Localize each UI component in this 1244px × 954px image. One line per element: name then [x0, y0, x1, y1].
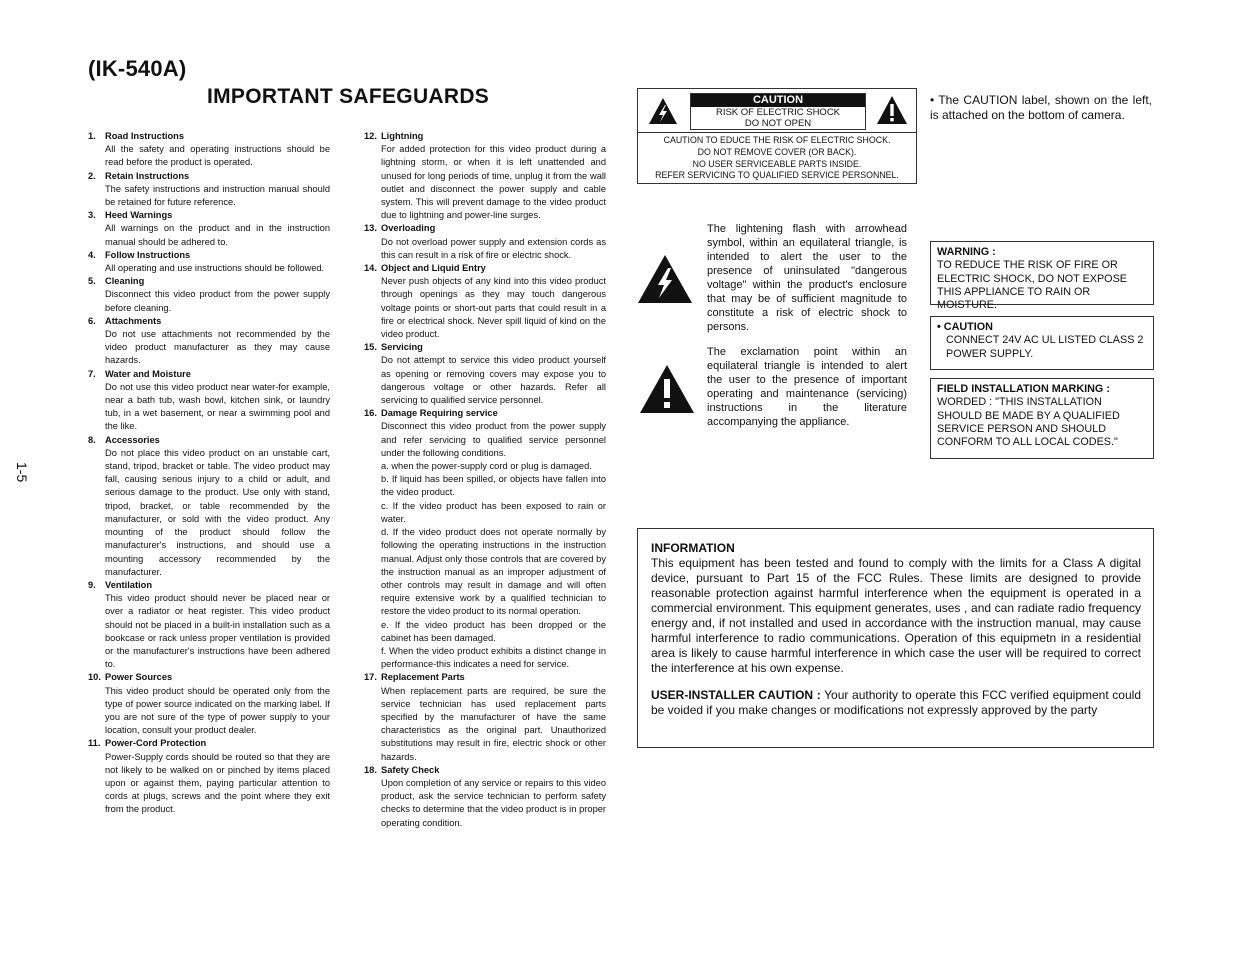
safeguard-item [364, 407, 606, 671]
safeguard-item [88, 130, 330, 170]
power-caution-body: CONNECT 24V AC UL LISTED CLASS 2 POWER SUPPLY. [946, 334, 1144, 360]
page-number: 1-5 [14, 462, 30, 483]
safeguard-item [364, 262, 606, 341]
safeguards-column-left [88, 130, 330, 817]
safeguard-number: 8. [88, 434, 96, 445]
safeguard-body: Power-Supply cords should be routed so that they are not likely to be walked on or pinched by items placed upon or against them, paying particular attention to cords at plugs, screws and the point where they exit from the product. [105, 751, 330, 815]
safeguard-heading [364, 262, 606, 275]
caution-label-inner [690, 93, 866, 130]
caution-notice-line: DO NOT REMOVE COVER (OR BACK). [697, 146, 857, 157]
safeguard-number: 17. [364, 672, 377, 683]
safeguard-body: All operating and use instructions should be followed. [105, 263, 325, 274]
safeguard-title: Water and Moisture [105, 368, 191, 379]
safeguard-number: 15. [364, 342, 377, 353]
caution-label-note: • The CAUTION label, shown on the left, is attached on the bottom of camera. [930, 93, 1152, 122]
lightning-warning-icon [648, 97, 678, 125]
safeguard-number: 13. [364, 223, 377, 234]
exclamation-symbol-description: The exclamation point within an equilateral triangle is intended to alert the user to the presence of important operating and maintenance (servicing) instructions in the literature accompanying the appliance. [707, 346, 907, 428]
safeguard-heading [364, 764, 606, 777]
safeguard-item [364, 764, 606, 830]
safeguard-number: 14. [364, 263, 377, 274]
safeguard-title: Overloading [381, 223, 436, 234]
safeguard-number: 3. [88, 210, 96, 221]
safeguard-title: Accessories [105, 434, 160, 445]
safeguard-item [88, 275, 330, 315]
safeguard-heading [88, 249, 330, 262]
warning-body: TO REDUCE THE RISK OF FIRE OR ELECTRIC SHOCK, DO NOT EXPOSE THIS APPLIANCE TO RAIN OR MOISTURE. [937, 259, 1127, 312]
safeguard-item [88, 368, 330, 434]
exclamation-warning-icon [876, 95, 908, 125]
safeguard-title: Replacement Parts [381, 672, 465, 683]
safeguard-heading [364, 222, 606, 235]
field-installation-box [930, 378, 1154, 459]
safeguards-column-right [364, 130, 606, 830]
safeguard-body: Do not overload power supply and extension cords as this can result in a risk of fire or electric shock. [381, 236, 606, 260]
safeguard-title: Cleaning [105, 276, 145, 287]
user-installer-caution-body: Your authority to operate this FCC verified equipment could be voided if you make changes or modifications not expressly approved by the party [651, 688, 1141, 717]
safeguard-body: This video product should be operated only from the type of power source indicated on the marking label. If you are not sure of the type of power supply to your location, consult your product dealer. [105, 685, 330, 736]
safeguard-item [364, 671, 606, 763]
information-body: This equipment has been tested and found to comply with the limits for a Class A digital device, pursuant to Part 15 of the FCC Rules. These limits are designed to provide reasonable protection against harmful interference when the equipment is operated in a commercial environment. This equipment generates, uses , and can radiate radio frequency energy and, if not installed and used in accordance with the instruction manual, may cause harmful interference to radio communications. Operation of this equipmetn in a residential area is likely to cause harmful interference in which case the user will be required to correct the interference at his own expense. [651, 556, 1141, 675]
caution-label-divider [638, 132, 916, 133]
safeguard-body: All the safety and operating instructions should be read before the product is operated. [105, 144, 330, 168]
information-box [637, 528, 1154, 748]
safeguard-number: 4. [88, 249, 96, 260]
caution-label [637, 88, 917, 184]
safeguard-heading [364, 407, 606, 420]
safeguard-number: 16. [364, 408, 377, 419]
safeguard-title: Object and Liquid Entry [381, 263, 486, 274]
safeguard-body: The safety instructions and instruction manual should be retained for future reference. [105, 183, 330, 208]
safeguard-heading [364, 130, 606, 143]
safeguard-number: 11. [88, 738, 101, 749]
safeguard-heading [88, 275, 330, 288]
safeguard-heading [88, 368, 330, 381]
safeguard-body: Do not place this video product on an unstable cart, stand, tripod, bracket or table. The video product may fall, causing serious injury to a child or adult, and serious damage to the product. Use only with stand, tripod, bracket, or table recommended by the manufacturer, or sold with the video product. Any mounting of the product should follow the manufacturer's instructions, and should use a mounting accessory recommended by the manufacturer. [105, 447, 330, 577]
lightning-symbol-description: The lightening flash with arrowhead symbol, within an equilateral triangle, is intended to alert the user to the presence of uninsulated "dangerous voltage" within the product's enclosure that may be of sufficient magnitude to constitute a risk of electric shock to persons. [707, 223, 907, 333]
safeguard-heading [364, 671, 606, 684]
user-installer-caution [651, 688, 1141, 718]
information-heading: INFORMATION [651, 541, 735, 555]
safeguard-number: 18. [364, 764, 377, 775]
safeguard-title: Retain Instructions [105, 170, 190, 181]
safeguard-item [364, 222, 606, 262]
field-installation-body: WORDED : "THIS INSTALLATION SHOULD BE MADE BY A QUALIFIED SERVICE PERSON AND SHOULD CONFORM TO ALL LOCAL CODES." [937, 396, 1120, 449]
safeguard-body: Do not attempt to service this video product yourself as opening or removing covers may expose you to dangerous voltage or other hazards. Refer all servicing to qualified service personnel. [381, 355, 606, 406]
safeguard-heading [88, 315, 330, 328]
safeguard-body: All warnings on the product and in the instruction manual should be adhered to. [105, 223, 330, 247]
safeguard-number: 7. [88, 368, 96, 379]
safeguard-title: Follow Instructions [105, 249, 191, 260]
safeguard-heading [364, 341, 606, 354]
safeguard-item [88, 579, 330, 671]
model-number: (IK-540A) [88, 56, 187, 81]
safeguard-subitem: b. If liquid has been spilled, or objects have fallen into the video product. [381, 474, 606, 498]
safeguard-heading [88, 130, 330, 143]
safeguard-item [364, 341, 606, 407]
safeguard-heading [88, 737, 330, 750]
power-caution-box [930, 316, 1154, 370]
safeguard-body: Disconnect this video product from the power supply and refer servicing to qualified service personnel under the following conditions. [381, 421, 606, 458]
safeguard-item [88, 315, 330, 368]
page-title: IMPORTANT SAFEGUARDS [207, 85, 490, 108]
safeguard-body: Upon completion of any service or repairs to this video product, ask the service technician to perform safety checks to determine that the video product is in proper operating condition. [381, 777, 606, 828]
safeguard-title: Damage Requiring service [381, 408, 498, 419]
user-installer-caution-heading: USER-INSTALLER CAUTION : [651, 688, 821, 702]
safeguard-number: 6. [88, 315, 96, 326]
exclamation-symbol-icon [639, 364, 695, 414]
safeguard-heading [88, 579, 330, 592]
caution-label-heading: CAUTION [691, 94, 865, 107]
safeguard-item [88, 737, 330, 816]
safeguard-subitem: f. When the video product exhibits a distinct change in performance-this indicates a need for service. [381, 645, 606, 670]
warning-box [930, 241, 1154, 312]
safeguard-title: Lightning [381, 131, 424, 141]
caution-label-line2: DO NOT OPEN [744, 118, 812, 129]
caution-label-line1: RISK OF ELECTRIC SHOCK [715, 107, 841, 118]
lightning-symbol-icon [637, 254, 693, 304]
field-installation-heading: FIELD INSTALLATION MARKING : [937, 383, 1110, 395]
safeguard-body: For added protection for this video product during a lightning storm, or when it is left unattended and unused for long periods of time, unplug it from the wall outlet and disconnect the power supply and cable system. This will prevent damage to the video product due to lightning and power-line surges. [381, 144, 606, 221]
safeguard-number: 5. [88, 276, 96, 287]
caution-notice-line: CAUTION TO EDUCE THE RISK OF ELECTRIC SHOCK. [663, 135, 891, 145]
safeguard-body: Never push objects of any kind into this video product through openings as they may touch dangerous voltage points or short-out parts that could result in a fire or electrical shock. Never spill liquid of kind on the video product. [381, 276, 606, 340]
safeguard-title: Servicing [381, 342, 423, 353]
safeguard-number: 10. [88, 672, 101, 683]
safeguard-title: Attachments [105, 315, 162, 326]
safeguard-item [88, 170, 330, 210]
safeguard-subitem: d. If the video product does not operate normally by following the operating instructions in the instruction manual. Adjust only those controls that are covered by the instruction manual as an improper adjustment of other controls may result in damage and will often require extensive work by a qualified technician to restore the video product to its normal operation. [381, 527, 606, 617]
safeguard-heading [88, 170, 330, 183]
safeguard-title: Power Sources [105, 672, 173, 683]
safeguard-body: Do not use attachments not recommended by the video product manufacturer as they may cause hazards. [105, 329, 330, 366]
safeguard-subitem: c. If the video product has been exposed to rain or water. [381, 500, 606, 524]
safeguard-title: Power-Cord Protection [105, 738, 207, 749]
safeguard-body: When replacement parts are required, be sure the service technician has used replacement parts specified by the manufacturer of have the same characteristics as the original part. Unauthorized substitutions may result in fire, electric shock or other hazards. [381, 685, 606, 762]
safeguard-body: This video product should never be placed near or over a radiator or heat register. This video product should not be placed in a built-in installation such as a bookcase or rack unless proper ventilation is provided or the manufacturer's instructions have been adhered to. [105, 593, 330, 670]
caution-notice-line: REFER SERVICING TO QUALIFIED SERVICE PERSONNEL. [655, 170, 899, 181]
safeguard-number: 2. [88, 170, 96, 181]
safeguard-body: Do not use this video product near water-for example, near a bath tub, wash bowl, kitchen sink, or laundry tub, in a wet basement, or near a swimming pool and the like. [105, 381, 330, 432]
safeguard-subitem: a. when the power-supply cord or plug is damaged. [381, 461, 592, 472]
safeguard-title: Ventilation [105, 579, 153, 590]
safeguard-number: 1. [88, 131, 96, 141]
safeguard-item [364, 130, 606, 222]
caution-notice-line: NO USER SERVICEABLE PARTS INSIDE. [692, 158, 862, 169]
safeguard-heading [88, 209, 330, 222]
safeguard-item [88, 671, 330, 737]
warning-heading: WARNING : [937, 246, 996, 258]
safeguard-title: Safety Check [381, 764, 440, 775]
safeguard-heading [88, 434, 330, 447]
safeguard-number: 9. [88, 579, 96, 590]
safeguard-item [88, 434, 330, 579]
safeguard-title: Road Instructions [105, 131, 185, 141]
safeguard-body: Disconnect this video product from the power supply before cleaning. [105, 289, 330, 313]
safeguard-item [88, 209, 330, 249]
power-caution-heading: • CAUTION [937, 321, 993, 333]
safeguard-item [88, 249, 330, 275]
caution-notice-lines [638, 135, 916, 182]
safeguard-title: Heed Warnings [105, 210, 173, 221]
safeguard-heading [88, 671, 330, 684]
safeguard-number: 12. [364, 131, 377, 141]
safeguard-subitem: e. If the video product has been dropped or the cabinet has been damaged. [381, 619, 606, 643]
